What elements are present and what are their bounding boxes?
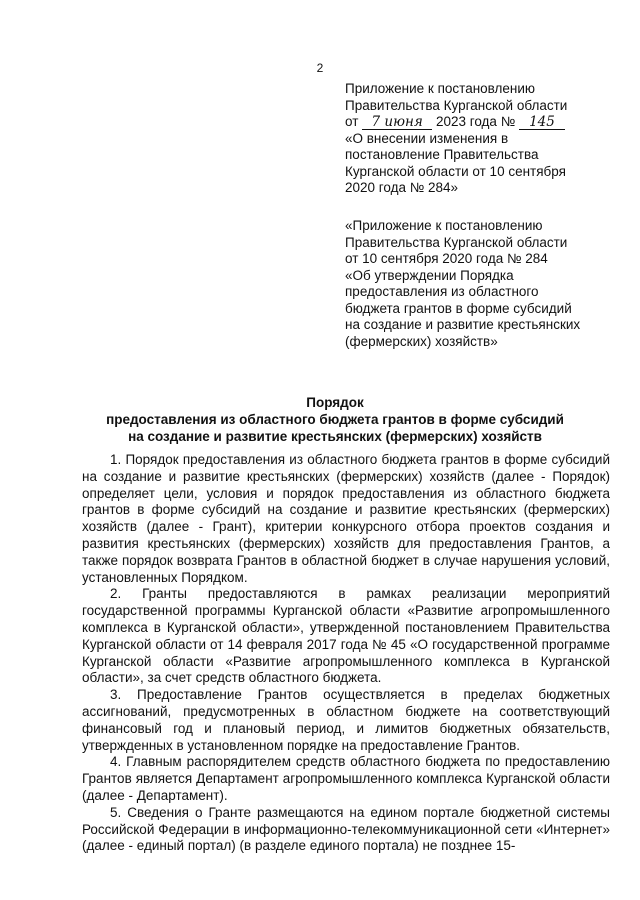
appendix-line: «О внесении изменения в: [345, 130, 509, 146]
handwritten-number: 145: [519, 115, 565, 130]
title-line: Порядок: [306, 395, 364, 410]
appendix-line: «Приложение к постановлению: [345, 218, 543, 233]
appendix-header-original: [345, 218, 610, 350]
appendix-line: Приложение к постановлению: [345, 81, 536, 96]
paragraph-5: 5. Сведения о Гранте размещаются на едином портале бюджетной системы Российской Федерации в информационно-телекоммуникационной сети «Интернет» (далее - единый портал) (в разделе единого портала) не позднее 15-: [82, 804, 610, 854]
appendix-line: Курганской области от 10 сентября: [345, 163, 566, 179]
paragraph-2: 2. Гранты предоставляются в рамках реализации мероприятий государственной программы Курганской области «Развитие агропромышленного комплекса в Курганской области», утвержденной постановлением Правительства Курганской области от 14 февраля 2017 года № 45 «О государственной программе Курганской области «Развитие агропромышленного комплекса в Курганской области», за счет средств областного бюджета.: [82, 586, 610, 686]
document-title: [60, 394, 610, 445]
appendix-line: от 10 сентября 2020 года № 284: [345, 251, 548, 266]
paragraph-3: 3. Предоставление Грантов осуществляется в пределах бюджетных ассигнований, предусмотренных в областном бюджете на соответствующий финансовый год и плановый период, и лимитов бюджетных обязательств, утвержденных в установленном порядке на предоставление Грантов.: [82, 687, 610, 753]
title-line: предоставления из областного бюджета грантов в форме субсидий: [106, 412, 564, 427]
year-text: 2023 года №: [435, 114, 516, 129]
appendix-line: бюджета грантов в форме субсидий: [345, 300, 572, 316]
appendix-line: «Об утверждении Порядка: [345, 267, 514, 283]
paragraph-4: 4. Главным распорядителем средств областного бюджета по предоставлению Грантов является Департамент агропромышленного комплекса Курганской области (далее - Департамент).: [82, 754, 610, 803]
appendix-date-line: [345, 114, 610, 131]
appendix-line: Правительства Курганской области: [345, 234, 568, 250]
appendix-line: 2020 года № 284»: [345, 180, 459, 195]
paragraph-1: 1. Порядок предоставления из областного бюджета грантов в форме субсидий на создание и развитие крестьянских (фермерских) хозяйств (далее - Порядок) определяет цели, условия и порядок предоставления из областного бюджета грантов в форме субсидий на создание и развитие крестьянских (фермерских) хозяйств (далее - Грант), критерии конкурсного отбора проектов создания и развития крестьянских (фермерских) хозяйств для предоставления Грантов, а также порядок возврата Грантов в областной бюджет в случае нарушения условий, установленных Порядком.: [82, 452, 610, 585]
appendix-line: Правительства Курганской области: [345, 97, 568, 113]
document-body: [82, 452, 610, 855]
appendix-header-amendment: [345, 81, 610, 197]
appendix-line: на создание и развитие крестьянских: [345, 317, 581, 332]
appendix-line: постановление Правительства: [345, 147, 539, 162]
date-prefix: от: [345, 114, 359, 129]
title-line: на создание и развитие крестьянских (фермерских) хозяйств: [128, 429, 542, 444]
appendix-line: предоставления из областного: [345, 284, 539, 299]
appendix-line: (фермерских) хозяйств»: [345, 333, 498, 349]
page-number: 2: [316, 61, 324, 75]
handwritten-date: 7 июня: [362, 115, 432, 130]
